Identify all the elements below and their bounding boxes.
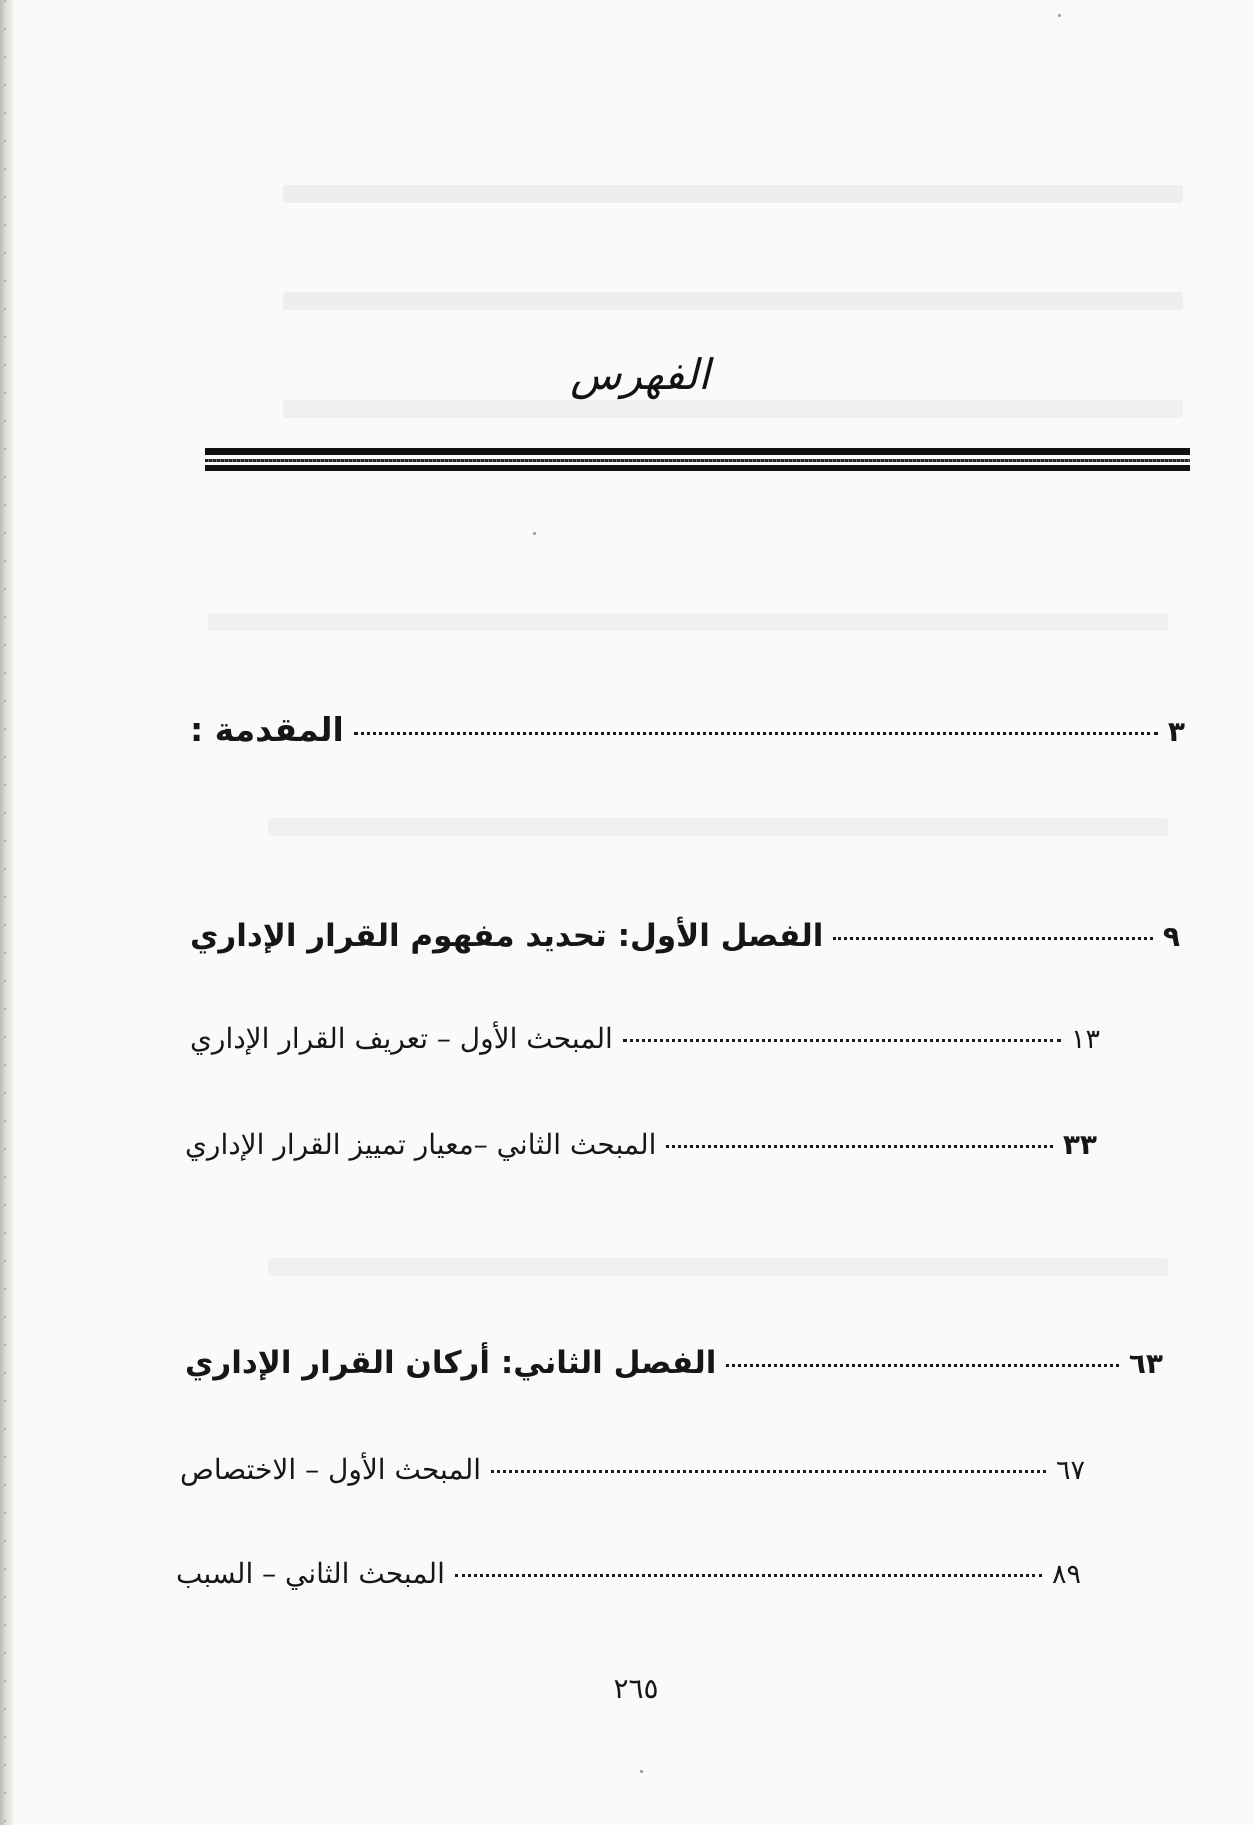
binding-edge-marks	[4, 0, 6, 1825]
show-through-line	[283, 292, 1183, 310]
binding-edge	[0, 0, 14, 1825]
show-through-line	[283, 185, 1183, 203]
toc-entry-chapter-2	[185, 1345, 1163, 1381]
show-through-line	[268, 818, 1168, 836]
toc-leader-dots	[623, 1039, 1061, 1042]
toc-entry-title: الفصل الثاني: أركان القرار الإداري	[185, 1345, 717, 1381]
toc-page-number: ٣	[1167, 715, 1185, 748]
toc-page-number: ٣٣	[1062, 1128, 1097, 1161]
toc-entry-chapter-1-section-1	[190, 1022, 1100, 1055]
title-rule-top	[205, 448, 1190, 455]
toc-page-number: ٨٩	[1051, 1559, 1081, 1590]
toc-entry-chapter-1-section-2	[185, 1128, 1097, 1161]
toc-entry-title: المقدمة :	[190, 710, 344, 749]
paper-speck	[533, 532, 536, 535]
toc-page-number: ١٣	[1070, 1024, 1100, 1055]
toc-entry-title: المبحث الثاني – السبب	[176, 1557, 445, 1590]
toc-entry-title: المبحث الثاني –معيار تمييز القرار الإداري	[185, 1128, 657, 1161]
toc-entry-chapter-2-section-2	[176, 1557, 1081, 1590]
show-through-line	[283, 400, 1183, 418]
toc-entry-introduction	[190, 710, 1185, 749]
page-number: ٢٦٥	[613, 1672, 659, 1705]
toc-page-number: ٩	[1162, 920, 1180, 953]
toc-leader-dots	[491, 1470, 1046, 1473]
show-through-line	[268, 1258, 1168, 1276]
show-through-line	[208, 613, 1168, 631]
toc-entry-title: المبحث الأول – الاختصاص	[180, 1453, 481, 1486]
toc-leader-dots	[354, 732, 1158, 735]
toc-leader-dots	[455, 1574, 1042, 1577]
toc-entry-chapter-2-section-1	[180, 1453, 1085, 1486]
paper-speck	[1058, 14, 1061, 17]
toc-leader-dots	[726, 1364, 1118, 1367]
paper-speck	[640, 1770, 643, 1773]
toc-entry-title: الفصل الأول: تحديد مفهوم القرار الإداري	[190, 918, 824, 954]
toc-page-number: ٦٣	[1128, 1347, 1163, 1380]
title-rule-bottom	[205, 465, 1190, 471]
toc-entry-title: المبحث الأول – تعريف القرار الإداري	[190, 1022, 613, 1055]
toc-leader-dots	[833, 937, 1152, 940]
index-title: الفهرس	[570, 350, 710, 399]
toc-leader-dots	[666, 1145, 1052, 1148]
title-rule-middle	[205, 459, 1190, 462]
toc-page-number: ٦٧	[1055, 1455, 1085, 1486]
toc-entry-chapter-1	[190, 918, 1180, 954]
